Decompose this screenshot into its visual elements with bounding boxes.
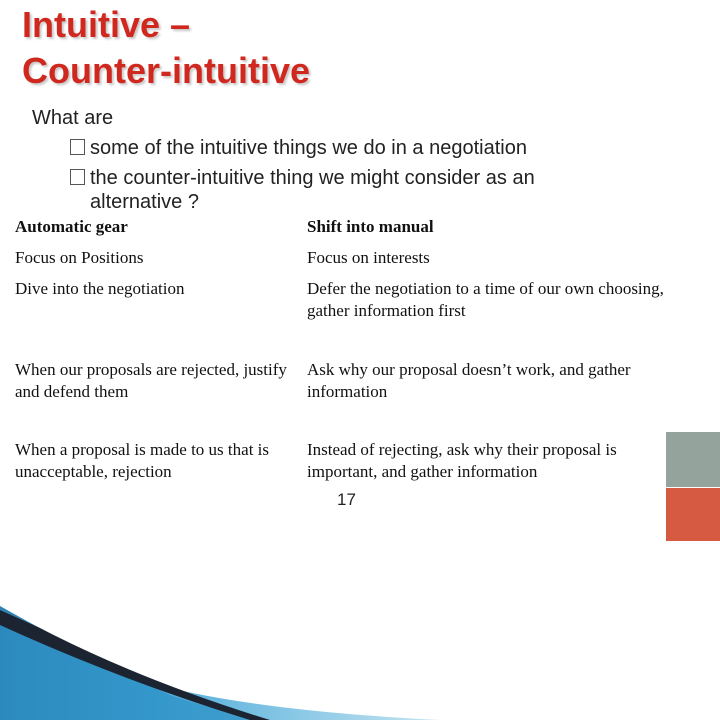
table-cell-intuitive: Dive into the negotiation (15, 279, 185, 298)
accent-block-red (666, 488, 720, 541)
slide-title-line-2: Counter-intuitive (22, 50, 310, 91)
table-cell-counter-intuitive: Focus on interests (307, 248, 430, 267)
checkbox-icon (70, 169, 85, 185)
table-header-automatic-gear: Automatic gear (15, 217, 128, 236)
swoosh-decoration (0, 600, 440, 720)
slide-title (22, 2, 310, 94)
table-cell-intuitive: When our proposals are rejected, justify and defend them (15, 360, 287, 401)
accent-block-gray (666, 432, 720, 487)
table-cell-counter-intuitive: Instead of rejecting, ask why their proposal is important, and gather information (307, 440, 617, 481)
table-cell-counter-intuitive: Defer the negotiation to a time of our own choosing, gather information first (307, 279, 664, 320)
page-number: 17 (337, 490, 356, 509)
checkbox-icon (70, 139, 85, 155)
intro-bullet-text: some of the intuitive things we do in a negotiation (90, 137, 527, 159)
table-cell-intuitive: Focus on Positions (15, 248, 144, 267)
intro-bullet (32, 136, 592, 160)
intro-block (32, 106, 592, 220)
table-cell-intuitive: When a proposal is made to us that is unacceptable, rejection (15, 440, 270, 481)
intro-bullet-text: the counter-intuitive thing we might consider as an alternative ? (90, 167, 535, 213)
intro-question: What are (32, 107, 114, 129)
slide-title-line-1: Intuitive – (22, 4, 191, 45)
table-cell-counter-intuitive: Ask why our proposal doesn’t work, and gather information (307, 360, 631, 401)
intro-bullet (32, 166, 592, 214)
table-header-shift-into-manual: Shift into manual (307, 217, 434, 236)
